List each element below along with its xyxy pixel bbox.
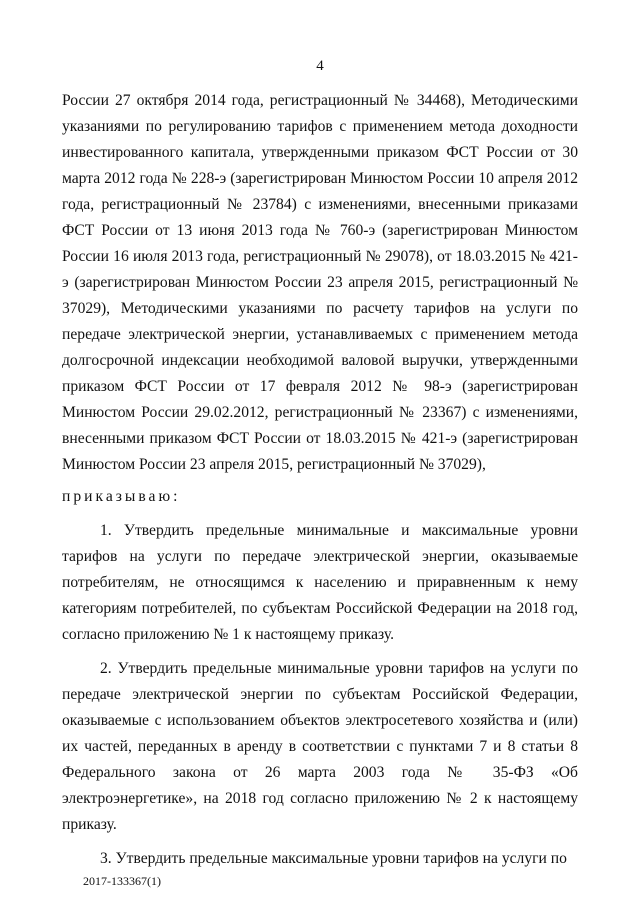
paragraph-item-1: 1. Утвердить предельные минимальные и максимальные уровни тарифов на услуги по передаче электрической энергии, оказываемые потребителям, не относящимся к населению и приравненным к нему категориям потребителей, по субъектам Российской Федерации на 2018 год, согласно приложению № 1 к настоящему приказу. xyxy=(62,522,578,643)
document-code: 2017-133367(1) xyxy=(83,874,161,888)
paragraph-order-word: приказываю: xyxy=(62,488,181,505)
paragraph-continuation: России 27 октября 2014 года, регистрационный № 34468), Методическими указаниями по регулированию тарифов с применением метода доходности инвестированного капитала, утвержденными приказом ФСТ России от 30 марта 2012 года № 228-э (зарегистрирован Минюстом России 10 апреля 2012 года, регистрационный № 23784) с изменениями, внесенными приказами ФСТ России от 13 июня 2013 года № 760-э (зарегистрирован Минюстом России 16 июля 2013 года, регистрационный № 29078), от 18.03.2015 № 421-э (зарегистрирован Минюстом России 23 апреля 2015, регистрационный № 37029), Методическими указаниями по расчету тарифов на услуги по передаче электрической энергии, устанавливаемых с применением метода долгосрочной индексации необходимой валовой выручки, утвержденными приказом ФСТ России от 17 февраля 2012 № 98-э (зарегистрирован Минюстом России 29.02.2012, регистрационный № 23367) с изменениями, внесенными приказом ФСТ России от 18.03.2015 № 421-э (зарегистрирован Минюстом России 23 апреля 2015, регистрационный № 37029), xyxy=(62,92,578,473)
document-body xyxy=(62,88,578,876)
paragraph-item-3: 3. Утвердить предельные максимальные уровни тарифов на услуги по xyxy=(100,850,567,867)
page-number: 4 xyxy=(316,58,324,74)
paragraph-item-2: 2. Утвердить предельные минимальные уровни тарифов на услуги по передаче электрической энергии по субъектам Российской Федерации, оказываемые с использованием объектов электросетевого хозяйства и (или) их частей, переданных в аренду в соответствии с пунктами 7 и 8 статьи 8 Федерального закона от 26 марта 2003 года № 35-ФЗ «Об электроэнергетике», на 2018 год согласно приложению № 2 к настоящему приказу. xyxy=(62,660,578,833)
